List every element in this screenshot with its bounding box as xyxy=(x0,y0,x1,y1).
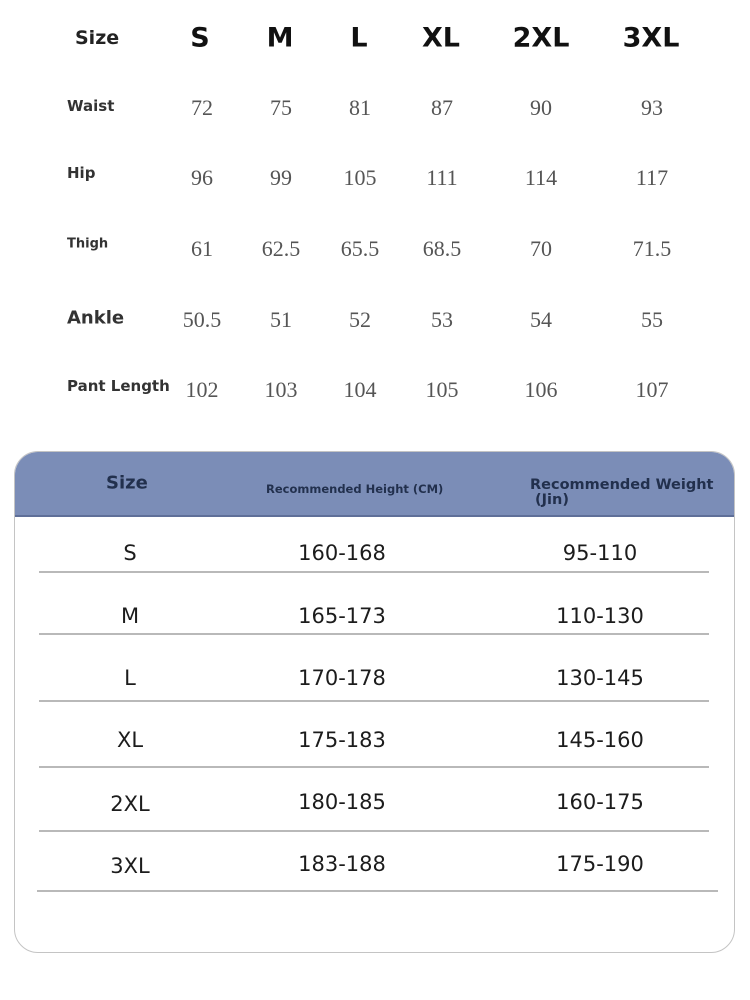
row-divider xyxy=(39,766,709,768)
size-header-xl: XL xyxy=(421,22,461,54)
row-divider xyxy=(39,633,709,635)
table-cell: 62.5 xyxy=(261,236,301,261)
table-cell: 54 xyxy=(530,307,552,332)
table-cell: 99 xyxy=(270,165,292,190)
rec-size-xl: XL xyxy=(116,728,144,752)
rec-size-2xl: 2XL xyxy=(110,792,150,816)
rec-size-m: M xyxy=(120,604,140,628)
table-cell: 51 xyxy=(270,307,292,332)
measurement-header-size-label: Size xyxy=(75,27,120,49)
table-cell: 90 xyxy=(530,95,552,120)
rec-weight: 160-175 xyxy=(556,790,644,814)
rec-weight: 110-130 xyxy=(556,604,644,628)
rec-height: 183-188 xyxy=(298,852,386,876)
table-cell: 72 xyxy=(191,95,213,120)
rec-weight: 95-110 xyxy=(562,541,638,565)
header-weight-line1: Recommended Weight xyxy=(530,477,714,493)
table-cell: 114 xyxy=(524,165,558,190)
rec-size-l: L xyxy=(124,666,136,690)
table-cell: 107 xyxy=(635,377,669,402)
table-cell: 68.5 xyxy=(422,236,462,261)
table-cell: 105 xyxy=(343,165,377,190)
row-divider xyxy=(39,571,709,573)
rec-weight: 130-145 xyxy=(556,666,644,690)
rec-height: 160-168 xyxy=(298,541,386,565)
table-cell: 117 xyxy=(635,165,669,190)
size-header-s: S xyxy=(190,22,210,54)
row-divider xyxy=(39,830,709,832)
table-cell: 87 xyxy=(431,95,453,120)
header-size-label: Size xyxy=(106,472,148,494)
rec-height: 180-185 xyxy=(298,790,386,814)
table-cell: 104 xyxy=(343,377,377,402)
header-weight-line2: (Jin) xyxy=(535,492,569,508)
table-cell: 71.5 xyxy=(632,236,672,261)
table-cell: 106 xyxy=(524,377,558,402)
rec-weight: 145-160 xyxy=(556,728,644,752)
table-cell: 96 xyxy=(191,165,213,190)
table-cell: 53 xyxy=(431,307,453,332)
rec-height: 165-173 xyxy=(298,604,386,628)
row-divider xyxy=(37,890,718,892)
size-header-3xl: 3XL xyxy=(622,22,680,54)
row-label-hip: Hip xyxy=(67,164,96,182)
table-cell: 52 xyxy=(349,307,371,332)
header-weight-label xyxy=(530,478,735,508)
table-cell: 61 xyxy=(191,236,213,261)
rec-height: 175-183 xyxy=(298,728,386,752)
size-header-m: M xyxy=(266,22,294,54)
size-header-l: L xyxy=(350,22,368,54)
measurement-table xyxy=(0,0,750,420)
size-header-2xl: 2XL xyxy=(512,22,570,54)
table-cell: 81 xyxy=(349,95,371,120)
table-cell: 103 xyxy=(264,377,298,402)
table-cell: 93 xyxy=(641,95,663,120)
rec-weight: 175-190 xyxy=(556,852,644,876)
table-cell: 65.5 xyxy=(340,236,380,261)
recommendation-header xyxy=(15,452,734,517)
recommendation-table xyxy=(14,451,735,953)
rec-size-3xl: 3XL xyxy=(110,854,150,878)
table-cell: 55 xyxy=(641,307,663,332)
table-cell: 75 xyxy=(270,95,292,120)
header-height-label: Recommended Height (CM) xyxy=(266,482,444,496)
table-cell: 50.5 xyxy=(182,307,222,332)
row-divider xyxy=(39,700,709,702)
row-label-thigh: Thigh xyxy=(67,236,109,252)
table-cell: 105 xyxy=(425,377,459,402)
table-cell: 102 xyxy=(185,377,219,402)
row-label-waist: Waist xyxy=(67,97,115,115)
table-cell: 111 xyxy=(426,165,458,190)
rec-size-s: S xyxy=(123,541,137,565)
row-label-pant-length: Pant Length xyxy=(67,377,170,395)
table-cell: 70 xyxy=(530,236,552,261)
row-label-ankle: Ankle xyxy=(67,307,125,329)
rec-height: 170-178 xyxy=(298,666,386,690)
